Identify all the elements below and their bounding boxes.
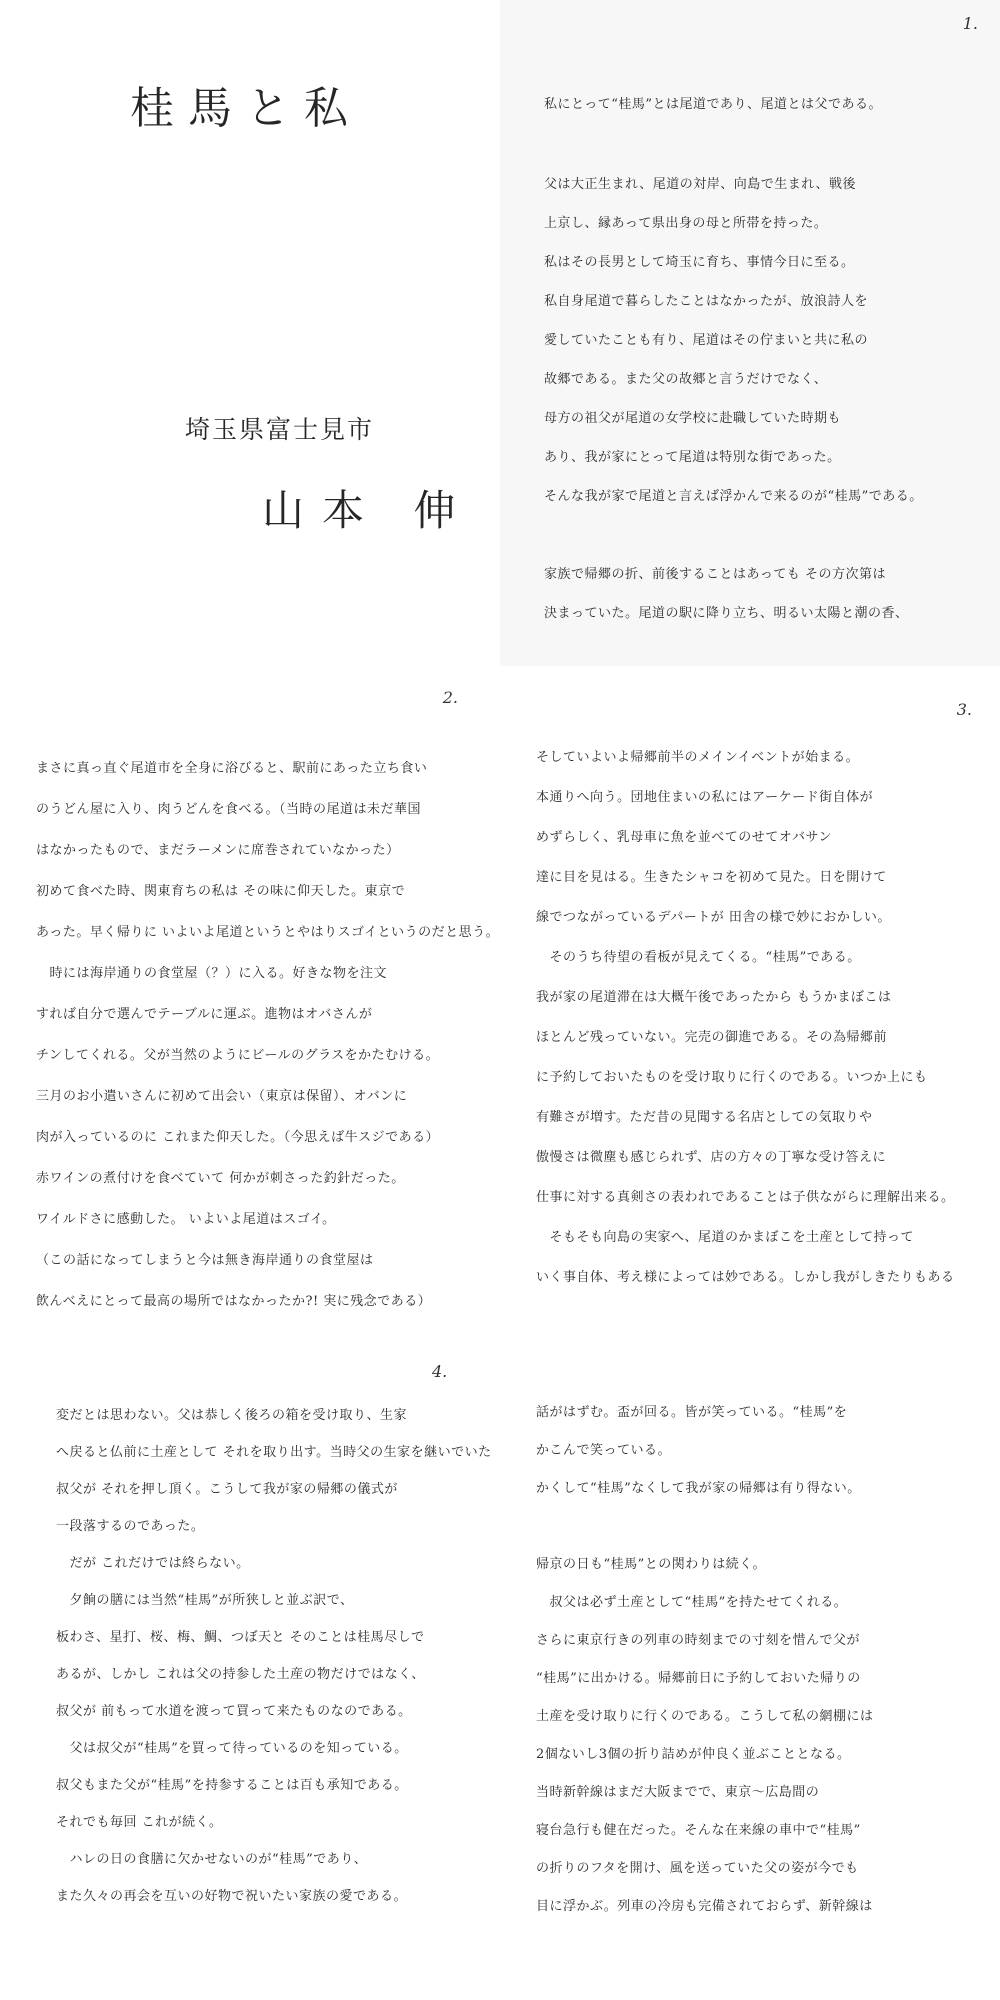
- text-line: 初めて食べた時、関東育ちの私は その味に仰天した。東京で: [36, 884, 406, 899]
- paragraph: [544, 165, 923, 516]
- text-line: 上京し、縁あって県出身の母と所帯を持った。: [544, 216, 828, 231]
- text-line: 飲んべえにとって最高の場所ではなかったか?! 実に残念である）: [36, 1294, 432, 1309]
- manuscript-page-2: [0, 666, 500, 1332]
- text-line: はなかったもので、まだラーメンに席巻されていなかった）: [36, 843, 400, 858]
- paragraph: [36, 748, 499, 1322]
- text-line: 決まっていた。尾道の駅に降り立ち、明るい太陽と潮の香、: [544, 606, 909, 621]
- page-number: 4.: [432, 1362, 448, 1381]
- text-line: そんな我が家で尾道と言えば浮かんで来るのが“桂馬”である。: [544, 489, 923, 504]
- text-line: 話がはずむ。盃が回る。皆が笑っている。“桂馬”を: [536, 1405, 848, 1420]
- text-line: ワイルドさに感動した。 いよいよ尾道はスゴイ。: [36, 1212, 336, 1227]
- text-line: いく事自体、考え様によっては妙である。しかし我がしきたりもある: [536, 1270, 955, 1285]
- text-line: 線でつながっているデパートが 田舎の様で妙におかしい。: [536, 910, 891, 925]
- text-line: まさに真っ直ぐ尾道市を全身に浴びると、駅前にあった立ち食い: [36, 761, 428, 776]
- page-number: 1.: [962, 14, 978, 33]
- text-line: 2個ないし3個の折り詰めが仲良く並ぶこととなる。: [536, 1747, 851, 1762]
- text-line: ほとんど残っていない。完売の御進である。その為帰郷前: [536, 1030, 888, 1045]
- text-line: だが これだけでは終らない。: [56, 1556, 250, 1571]
- text-line: 父は叔父が“桂馬”を買って待っているのを知っている。: [56, 1741, 408, 1756]
- text-line: 私自身尾道で暮らしたことはなかったが、放浪詩人を: [544, 294, 869, 309]
- manuscript-page-4: [0, 1332, 500, 1998]
- text-line: 私にとって“桂馬”とは尾道であり、尾道とは父である。: [544, 97, 883, 112]
- text-line: 肉が入っているのに これまた仰天した。（今思えば牛スジである）: [36, 1130, 440, 1145]
- text-line: 我が家の尾道滞在は大概午後であったから もうかまぼこは: [536, 990, 892, 1005]
- text-line: （この話になってしまうと今は無き海岸通りの食堂屋は: [36, 1253, 374, 1268]
- author-address: 埼玉県富士見市: [185, 415, 375, 444]
- text-line: 叔父もまた父が“桂馬”を持参することは百も承知である。: [56, 1778, 408, 1793]
- page-number: 2.: [442, 688, 458, 707]
- text-line: 仕事に対する真剣さの表われであることは子供ながらに理解出来る。: [536, 1190, 955, 1205]
- text-line: のうどん屋に入り、肉うどんを食べる。（当時の尾道は未だ華国: [36, 802, 422, 817]
- text-line: かくして“桂馬”なくして我が家の帰郷は有り得ない。: [536, 1481, 861, 1496]
- text-line: また久々の再会を互いの好物で祝いたい家族の愛である。: [56, 1889, 408, 1904]
- text-line: さらに東京行きの列車の時刻までの寸刻を惜んで父が: [536, 1633, 861, 1648]
- text-line: あり、我が家にとって尾道は特別な街であった。: [544, 450, 841, 465]
- text-line: 本通りへ向う。団地住まいの私にはアーケード街自体が: [536, 790, 874, 805]
- text-line: 有難さが増す。ただ昔の見聞する名店としての気取りや: [536, 1110, 873, 1125]
- text-line: 一段落するのであった。: [56, 1519, 205, 1534]
- text-line: ハレの日の食膳に欠かせないのが“桂馬”であり、: [56, 1852, 368, 1867]
- text-line: 時には海岸通りの食堂屋（？）に入る。好きな物を注文: [36, 966, 388, 981]
- text-line: めずらしく、乳母車に魚を並べてのせてオバサン: [536, 830, 832, 845]
- text-line: そもそも向島の実家へ、尾道のかまぼこを土産として持って: [536, 1230, 915, 1245]
- text-line: あった。早く帰りに いよいよ尾道というとやはりスゴイというのだと思う。: [36, 925, 500, 940]
- text-line: へ戻ると仏前に土産として それを取り出す。当時父の生家を継いでいた: [56, 1445, 492, 1460]
- text-line: 寝台急行も健在だった。そんな在来線の車中で“桂馬”: [536, 1823, 861, 1838]
- text-line: かこんで笑っている。: [536, 1443, 672, 1458]
- text-line: 愛していたことも有り、尾道はその佇まいと共に私の: [544, 333, 869, 348]
- essay-title: 桂馬と私: [130, 83, 362, 134]
- text-line: 赤ワインの煮付けを食べていて 何かが刺さった釣針だった。: [36, 1171, 405, 1186]
- text-line: の折りのフタを開け、風を送っていた父の姿が今でも: [536, 1861, 859, 1876]
- text-line: 目に浮かぶ。列車の冷房も完備されておらず、新幹線は: [536, 1899, 873, 1914]
- text-line: すれば自分で選んでテーブルに運ぶ。進物はオバさんが: [36, 1007, 373, 1022]
- text-line: 達に目を見はる。生きたシャコを初めて見た。日を開けて: [536, 870, 887, 885]
- text-line: 三月のお小遣いさんに初めて出会い（東京は保留）、オバンに: [36, 1089, 408, 1104]
- text-line: に予約しておいたものを受け取りに行くのである。いつか上にも: [536, 1070, 928, 1085]
- text-line: 傲慢さは微塵も感じられず、店の方々の丁寧な受け答えに: [536, 1150, 886, 1165]
- paragraph: [536, 738, 955, 1298]
- text-line: 母方の祖父が尾道の女学校に赴職していた時期も: [544, 411, 842, 426]
- text-line: そのうち待望の看板が見えてくる。“桂馬”である。: [536, 950, 861, 965]
- paragraph: [536, 1394, 874, 1926]
- text-line: そしていよいよ帰郷前半のメインイベントが始まる。: [536, 750, 860, 765]
- page-number: 3.: [956, 700, 972, 719]
- text-line: 家族で帰郷の折、前後することはあっても その方次第は: [544, 567, 887, 582]
- text-line: 土産を受け取りに行くのである。こうして私の網棚には: [536, 1709, 874, 1724]
- text-line: チンしてくれる。父が当然のようにビールのグラスをかたむける。: [36, 1048, 440, 1063]
- text-line: 変だとは思わない。父は恭しく後ろの箱を受け取り、生家: [56, 1408, 408, 1423]
- text-line: 夕餉の膳には当然“桂馬”が所狭しと並ぶ訳で、: [56, 1593, 354, 1608]
- text-line: 叔父が 前もって水道を渡って買って来たものなのである。: [56, 1704, 412, 1719]
- text-line: 板わさ、星打、桜、梅、鯛、つぼ天と そのことは桂馬尽しで: [56, 1630, 425, 1645]
- manuscript-page-1: [500, 0, 1000, 666]
- paragraph: [544, 85, 882, 124]
- manuscript-page-3: [500, 666, 1000, 1332]
- text-line: あるが、しかし これは父の持参した土産の物だけではなく、: [56, 1667, 425, 1682]
- text-line: “桂馬”に出かける。帰郷前日に予約しておいた帰りの: [536, 1671, 861, 1686]
- text-line: 故郷である。また父の故郷と言うだけでなく、: [544, 372, 828, 387]
- text-line: 帰京の日も“桂馬”との関わりは続く。: [536, 1557, 767, 1572]
- text-line: 叔父は必ず土産として“桂馬”を持たせてくれる。: [536, 1595, 848, 1610]
- paragraph: [544, 555, 909, 633]
- text-line: 叔父が それを押し頂く。こうして我が家の帰郷の儀式が: [56, 1482, 398, 1497]
- text-line: それでも毎回 これが続く。: [56, 1815, 223, 1830]
- text-line: 父は大正生まれ、尾道の対岸、向島で生まれ、戦後: [544, 177, 857, 192]
- manuscript-page-5: [500, 1332, 1000, 1998]
- title-page: [0, 0, 500, 666]
- text-line: 私はその長男として埼玉に育ち、事情今日に至る。: [544, 255, 855, 270]
- text-line: 当時新幹線はまだ大阪までで、東京～広島間の: [536, 1785, 820, 1800]
- text-line: [536, 1508, 874, 1546]
- paragraph: [56, 1397, 492, 1915]
- author-name: 山本 伸: [262, 486, 474, 535]
